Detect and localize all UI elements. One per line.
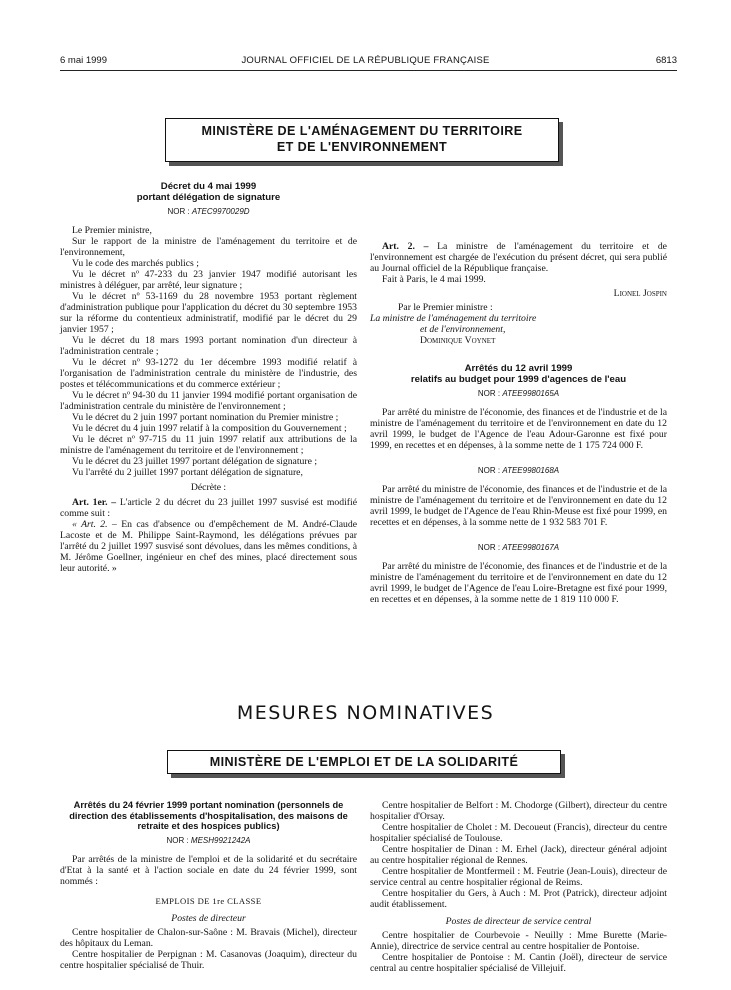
postes-central-heading: Postes de directeur de service central [445, 916, 592, 927]
nomination-item: Centre hospitalier de Pontoise : M. Cantin (Joël), directeur de service central au centre hospitalier spécialisé de Villejuif. [370, 952, 667, 974]
nor-label: NOR : [477, 543, 503, 552]
par-le-premier-ministre: Par le Premier ministre : [398, 302, 493, 313]
decree-paragraph: Vu le décret nº 97-715 du 11 juin 1997 relatif aux attributions de la ministre de l'aménagement du territoire et de l'environnement ; [60, 434, 357, 456]
postes-directeur-heading: Postes de directeur [171, 912, 246, 924]
hosp-right-items-2 [370, 930, 667, 974]
hosp-left-items [60, 927, 357, 971]
nor-label: NOR : [477, 389, 503, 398]
ministry-box-emploi: MINISTÈRE DE L'EMPLOI ET DE LA SOLIDARITÉ [167, 750, 561, 774]
decrete-label: Décrète : [190, 482, 227, 493]
header-page-number: 6813 [655, 55, 677, 66]
decree-paragraph: Vu le décret du 23 juillet 1997 portant délégation de signature ; [72, 456, 318, 467]
nomination-item: Centre hospitalier de Perpignan : M. Casanovas (Joaquim), directeur du centre hospitalier spécialisé de Thuir. [60, 948, 357, 971]
eau-title [370, 364, 667, 385]
article-1-label: Art. 1er. – [72, 497, 117, 508]
fait-a-paris: Fait à Paris, le 4 mai 1999. [382, 274, 486, 285]
eau-nor [370, 542, 667, 553]
hosp-nor [60, 835, 357, 846]
article-1 [60, 497, 357, 519]
nomination-item: Centre hospitalier de Chalon-sur-Saône : M. Bravais (Michel), directeur des hôpitaux du Leman. [60, 926, 357, 949]
nomination-item: Centre hospitalier du Gers, à Auch : M. Prot (Patrick), directeur adjoint audit établissement. [370, 888, 667, 910]
decree-paragraph: Vu le décret nº 53-1169 du 28 novembre 1953 portant règlement d'administration publique pour l'application du décret du 30 septembre 1953 sur la réforme du contentieux administratif, modifié par le décret du 29 janvier 1957 ; [60, 291, 357, 335]
nor-label: NOR : [166, 835, 191, 845]
nomination-item: Centre hospitalier de Cholet : M. Decoueut (Francis), directeur du centre hospitalier spécialisé de Toulouse. [370, 822, 667, 844]
decree-title-line-1: Décret du 4 mai 1999 [160, 181, 257, 192]
mesures-nominatives-heading: MESURES NOMINATIVES [236, 702, 495, 724]
hosp-right-items [370, 800, 667, 910]
decree-paragraph: Le Premier ministre, [72, 225, 152, 236]
ministry-line-1: MINISTÈRE DE L'AMÉNAGEMENT DU TERRITOIRE [201, 124, 523, 138]
article-2-quote [60, 519, 357, 574]
article-2-text: La ministre de l'aménagement du territoire et de l'environnement est chargée de l'exécution du présent décret, qui sera publié au Journal officiel de la République française. [370, 241, 667, 274]
eau-nor [370, 465, 667, 476]
decree-nor [60, 206, 357, 217]
nomination-item: Centre hospitalier de Courbevoie - Neuilly : Mme Burette (Marie-Annie), directrice de service central au centre hospitalier de Pontoise. [370, 930, 667, 952]
hosp-intro: Par arrêtés de la ministre de l'emploi et de la solidarité et du secrétaire d'Etat à la santé et à l'action sociale en date du 24 février 1999, sont nommés : [60, 853, 357, 887]
nor-code: ATEE9980165A [502, 389, 560, 398]
nomination-item: Centre hospitalier de Montfermeil : M. Feutrie (Jean-Louis), directeur de service central au centre hospitalier régional de Reims. [370, 866, 667, 888]
ministry-line-2: ET DE L'ENVIRONNEMENT [276, 140, 448, 154]
decree-paragraph: Vu le code des marchés publics ; [72, 258, 199, 269]
nor-label: NOR : [167, 207, 192, 216]
hosp-right-column [370, 800, 667, 974]
nor-label: NOR : [477, 466, 503, 475]
eau-arretes-list [370, 388, 667, 605]
quote-text: En cas d'absence ou d'empêchement de M. André-Claude Lacoste et de M. Philippe Saint-Raymond, les délégations prévues par l'arrêté du 2 juillet 1997 susvisé sont dévolues, dans les mêmes conditions, à M. Jérôme Goellner, ingénieur en chef des mines, placé directement sous leur autorité. » [60, 519, 357, 574]
nomination-item: Centre hospitalier de Dinan : M. Erhel (Jack), directeur général adjoint au centre hospitalier régional de Rennes. [370, 844, 667, 866]
nor-code: MESH9921242A [190, 835, 251, 845]
eau-title-line-2: relatifs au budget pour 1999 d'agences de l'eau [410, 373, 627, 385]
eau-arrete-text: Par arrêté du ministre de l'économie, des finances et de l'industrie et de la ministre de l'aménagement du territoire et de l'environnement en date du 12 avril 1999, le budget de l'Agence de l'eau Loire-Bretagne est fixé pour 1999, en recettes et en dépenses, à la somme nette de 1 819 110 000 F. [370, 561, 667, 605]
hosp-title: Arrêtés du 24 février 1999 portant nomination (personnels de direction des établissements d'hospitalisation, des maisons de retraite et des hospices publics) [69, 800, 348, 831]
decree-title [60, 182, 357, 203]
eau-title-line-1: Arrêtés du 12 avril 1999 [464, 363, 573, 374]
decree-paragraph: Vu le décret nº 94-30 du 11 janvier 1994 modifié portant organisation de l'administration centrale du ministère de l'environnement ; [60, 390, 357, 412]
nor-code: ATEC9970029D [191, 207, 250, 216]
nor-code: ATEE9980168A [502, 466, 560, 475]
header-journal: JOURNAL OFFICIEL DE LA RÉPUBLIQUE FRANÇAISE [241, 55, 490, 66]
ministry-box-amenagement [165, 118, 559, 162]
nor-code: ATEE9980167A [502, 543, 560, 552]
minister-title-1: La ministre de l'aménagement du territoire [370, 313, 537, 324]
article-2-label: Art. 2. – [382, 241, 429, 252]
minister-title-2: et de l'environnement, [420, 324, 506, 335]
hosp-left-column [60, 800, 357, 971]
decree-paragraphs [60, 225, 357, 478]
decree-paragraph: Vu le décret nº 47-233 du 23 janvier 1947 modifié autorisant les ministres à déléguer, par arrêté, leur signature ; [60, 269, 357, 291]
decree-paragraph: Vu le décret du 4 juin 1997 relatif à la composition du Gouvernement ; [72, 423, 347, 434]
quote-continuation-space [370, 182, 667, 237]
decree-paragraph: Vu le décret du 2 juin 1997 portant nomination du Premier ministre ; [72, 412, 339, 423]
quote-label: « Art. 2. – [72, 519, 117, 530]
article-1-text: L'article 2 du décret du 23 juillet 1997 susvisé est modifié comme suit : [60, 497, 357, 519]
minister-name: Dominique Voynet [420, 335, 496, 346]
article-2 [370, 241, 667, 274]
eau-arrete-text: Par arrêté du ministre de l'économie, des finances et de l'industrie et de la ministre de l'aménagement du territoire et de l'environnement en date du 12 avril 1999, le budget de l'Agence de l'eau Adour-Garonne est fixé pour 1999, en recettes et en dépenses, à la somme nette de 1 175 724 000 F. [370, 407, 667, 451]
header-rule [60, 70, 677, 71]
decree-column [60, 182, 357, 574]
decree-paragraph: Vu le décret nº 93-1272 du 1er décembre 1993 modifié relatif à l'organisation de l'administration centrale du ministère de l'industrie, des postes et télécommunications et du commerce extérieur ; [60, 357, 357, 390]
decree-title-line-2: portant délégation de signature [136, 191, 281, 203]
decree-paragraph: Vu le décret du 18 mars 1993 portant nomination d'un directeur à l'administration centrale ; [60, 335, 357, 357]
eau-nor [370, 388, 667, 399]
eau-arrete-text: Par arrêté du ministre de l'économie, des finances et de l'industrie et de la ministre de l'aménagement du territoire et de l'environnement en date du 12 avril 1999, le budget de l'Agence de l'eau Rhin-Meuse est fixé pour 1999, en recettes et en dépenses, à la somme nette de 1 932 583 701 F. [370, 484, 667, 528]
signer-name: Lionel Jospin [613, 288, 667, 299]
right-column [370, 182, 667, 605]
decree-paragraph: Vu l'arrêté du 2 juillet 1997 portant délégation de signature, [72, 467, 303, 478]
nomination-item: Centre hospitalier de Belfort : M. Chodorge (Gilbert), directeur du centre hospitalier d'Orsay. [370, 800, 667, 822]
emplois-heading: EMPLOIS DE 1re CLASSE [155, 895, 262, 906]
header-date: 6 mai 1999 [60, 55, 108, 66]
decree-paragraph: Sur le rapport de la ministre de l'aménagement du territoire et de l'environnement, [60, 236, 357, 258]
